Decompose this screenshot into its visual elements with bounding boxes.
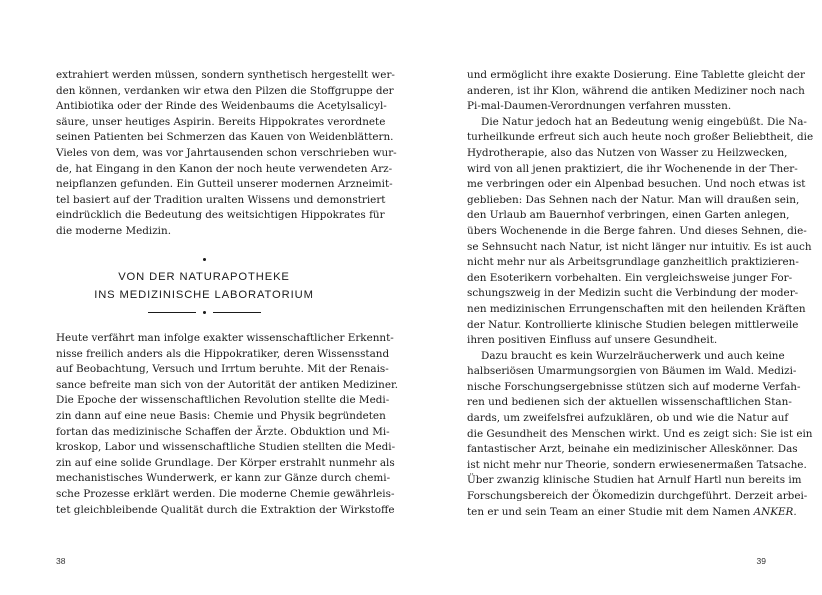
text-line: Forschungsbereich der Ökomedizin durchgeführt. Derzeit arbei- — [467, 490, 808, 503]
text-line: sche Prozesse erklärt werden. Die moderne Chemie gewährleis- — [56, 487, 395, 500]
text-line: dards, um zweifelsfrei aufzuklären, ob und wie die Natur auf — [467, 412, 789, 425]
text-line: seinen Patienten bei Schmerzen das Kauen von Weidenblättern. — [56, 131, 394, 144]
text-line: auf Beobachtung, Versuch und Irrtum beruhte. Mit der Renais- — [56, 363, 389, 376]
text-line: wird von all jenen praktiziert, die ihr Wochenende in der Ther- — [467, 162, 798, 175]
text-line: die moderne Medizin. — [56, 224, 172, 237]
text-line: eindrücklich die Bedeutung des weitsichtigen Hippokrates für — [56, 209, 385, 222]
text-line: Dazu braucht es kein Wurzelräucherwerk und auch keine — [481, 349, 785, 362]
text-line: anderen, ist ihr Klon, während die antiken Mediziner noch nach — [467, 84, 805, 97]
left-paragraph-1 — [56, 68, 397, 240]
text-line: Heute verfährt man infolge exakter wissenschaftlicher Erkennt- — [56, 332, 394, 344]
text-line: kroskop, Labor und wissenschaftliche Studien stellten die Medi- — [56, 441, 396, 454]
text-line: neipflanzen gefunden. Ein Gutteil unserer modernen Arzneimit- — [56, 178, 393, 191]
text-line: nisse freilich anders als die Hippokratiker, deren Wissensstand — [56, 347, 390, 360]
text-line: zin auf eine solide Grundlage. Der Körper erstrahlt nunmehr als — [56, 456, 395, 469]
text-line: ist nicht mehr nur Theorie, sondern erwiesenermaßen Tatsache. — [467, 458, 807, 471]
text-line: Die Epoche der wissenschaftlichen Revolution stellte die Medi- — [56, 394, 390, 407]
ornament-rule-right — [213, 312, 261, 313]
section-heading-line-2: INS MEDIZINISCHE LABORATORIUM — [94, 289, 314, 301]
text-line: nicht mehr nur als Arbeitsgrundlage ganzheitlich praktizieren- — [467, 256, 799, 269]
text-fragment: . — [793, 505, 797, 518]
left-paragraph-2 — [56, 331, 399, 518]
text-line: säure, unser heutiges Aspirin. Bereits Hippokrates verordnete — [56, 115, 386, 128]
text-line: die Gesundheit des Menschen wirkt. Und es zeigt sich: Sie ist ein — [467, 427, 813, 440]
text-line: Pi-mal-Daumen-Verordnungen verfahren mussten. — [467, 100, 732, 113]
text-line: sance befreite man sich von der Autorität der antiken Mediziner. — [56, 378, 399, 391]
study-name: ANKER — [753, 505, 794, 518]
text-line: mechanistisches Wunderwerk, er kann zur Gänze durch chemi- — [56, 472, 391, 485]
right-page — [411, 0, 822, 595]
text-line: halbseriösen Umarmungsorgien von Bäumen im Wald. Medizi- — [467, 365, 797, 378]
text-line: den können, verdanken wir etwa den Pilzen die Stoffgruppe der — [56, 84, 394, 97]
text-line: ren und bedienen sich der aktuellen wissenschaftlichen Stan- — [467, 396, 792, 409]
ornament-rule-left — [148, 312, 196, 313]
text-line: fantastischer Arzt, beinahe ein medizinischer Alleskönner. Das — [467, 443, 798, 456]
text-line: Antibiotika oder der Rinde des Weidenbaums die Acetylsalicyl- — [56, 100, 387, 113]
text-line: nen medizinischen Errungenschaften mit den heilenden Kräften — [467, 302, 806, 315]
text-fragment: ten er und sein Team an einer Studie mit dem Namen — [467, 505, 754, 518]
text-line: se Sehnsucht nach Natur, ist nicht länger nur intuitiv. Es ist auch — [467, 240, 812, 253]
text-line: Vieles von dem, was vor Jahrtausenden schon verschrieben wur- — [56, 146, 397, 159]
text-line: den Urlaub am Bauernhof verbringen, einen Garten anlegen, — [467, 209, 790, 222]
section-heading — [56, 268, 352, 304]
text-line: geblieben: Das Sehnen nach der Natur. Man will draußen sein, — [467, 193, 800, 206]
right-paragraph-1 — [467, 68, 814, 520]
text-line: Hydrotherapie, also das Nutzen von Wasser zu Heilzwecken, — [467, 146, 788, 159]
text-line: tel basiert auf der Tradition uralten Wissens und demonstriert — [56, 193, 386, 206]
text-line: nische Forschungsergebnisse stützen sich auf moderne Verfah- — [467, 380, 801, 393]
text-line: tet gleichbleibende Qualität durch die Extraktion der Wirkstoffe — [56, 503, 395, 516]
text-line: ihren positiven Einfluss auf unsere Gesundheit. — [467, 334, 718, 347]
ornament-dot-top — [203, 258, 206, 261]
text-line: der Natur. Kontrollierte klinische Studien belegen mittlerweile — [467, 318, 799, 331]
ornament-dot-bottom — [203, 311, 206, 314]
page-number-right: 39 — [756, 556, 766, 566]
text-line: übers Wochenende in die Berge fahren. Und dieses Sehnen, die- — [467, 224, 807, 237]
text-line: extrahiert werden müssen, sondern synthetisch hergestellt wer- — [56, 69, 395, 81]
text-line: Die Natur jedoch hat an Bedeutung wenig eingebüßt. Die Na- — [481, 115, 807, 128]
text-line: turheilkunde erfreut sich auch heute noch großer Beliebtheit, die — [467, 131, 814, 144]
text-line: schungszweig in der Medizin sucht die Verbindung der moder- — [467, 287, 799, 300]
section-heading-line-1: VON DER NATURAPOTHEKE — [118, 271, 290, 283]
text-line: den Esoterikern vorbehalten. Ein vergleichsweise junger For- — [467, 271, 793, 284]
text-line: de, hat Eingang in den Kanon der noch heute verwendeten Arz- — [56, 162, 393, 175]
text-line-final — [467, 505, 797, 521]
text-line: fortan das medizinische Schaffen der Ärzte. Obduktion und Mi- — [56, 425, 390, 438]
page-number-left: 38 — [56, 556, 66, 566]
text-line: me verbringen oder ein Alpenbad besuchen. Und noch etwas ist — [467, 178, 806, 191]
text-line: Über zwanzig klinische Studien hat Arnulf Hartl nun bereits im — [467, 474, 802, 487]
text-line: und ermöglicht ihre exakte Dosierung. Eine Tablette gleicht der — [467, 69, 805, 81]
text-line: zin dann auf eine neue Basis: Chemie und Physik begründeten — [56, 409, 386, 422]
